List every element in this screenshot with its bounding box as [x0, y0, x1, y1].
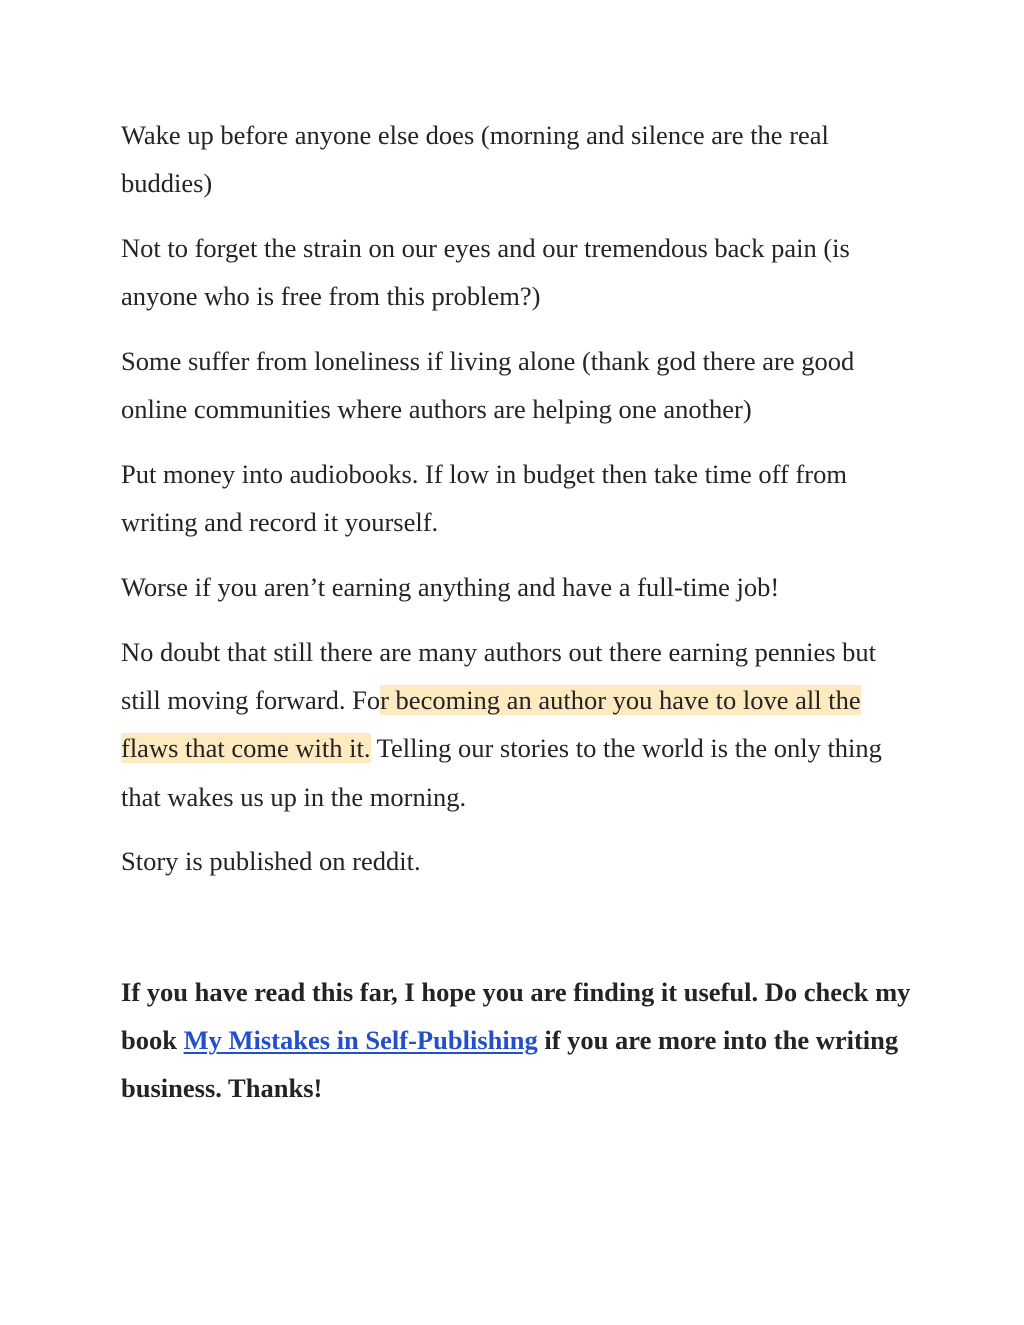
article-body [121, 111, 911, 1129]
section-spacer [121, 902, 911, 968]
paragraph-wake-up: Wake up before anyone else does (morning and silence are the real buddies) [121, 120, 829, 199]
paragraph-full-time-job: Worse if you aren’t earning anything and have a full-time job! [121, 571, 780, 602]
cta-text-start: If you have read this far, I hope you are finding it useful. Do check my book [121, 976, 911, 1056]
paragraph-flaws-start: No doubt that still there are many authors out there earning pennies but still moving forward. Fo [121, 636, 877, 715]
closing-call-to-action [121, 968, 911, 1113]
paragraph-flaws [121, 628, 911, 821]
book-link[interactable]: My Mistakes in Self-Publishing [183, 1025, 538, 1056]
paragraph-loneliness: Some suffer from loneliness if living alone (thank god there are good online communities where authors are helping one another) [121, 345, 855, 425]
cta-text-end: if you are more into the writing business. Thanks! [121, 1025, 899, 1104]
paragraph-audiobooks: Put money into audiobooks. If low in budget then take time off from writing and record it yourself. [121, 458, 847, 538]
paragraph-back-pain: Not to forget the strain on our eyes and our tremendous back pain (is anyone who is free from this problem?) [121, 232, 850, 312]
highlighted-text[interactable]: r becoming an author you have to love all the flaws that come with it. [121, 684, 861, 764]
paragraph-reddit: Story is published on reddit. [121, 846, 421, 877]
paragraph-flaws-end: Telling our stories to the world is the only thing that wakes us up in the morning. [121, 733, 882, 812]
